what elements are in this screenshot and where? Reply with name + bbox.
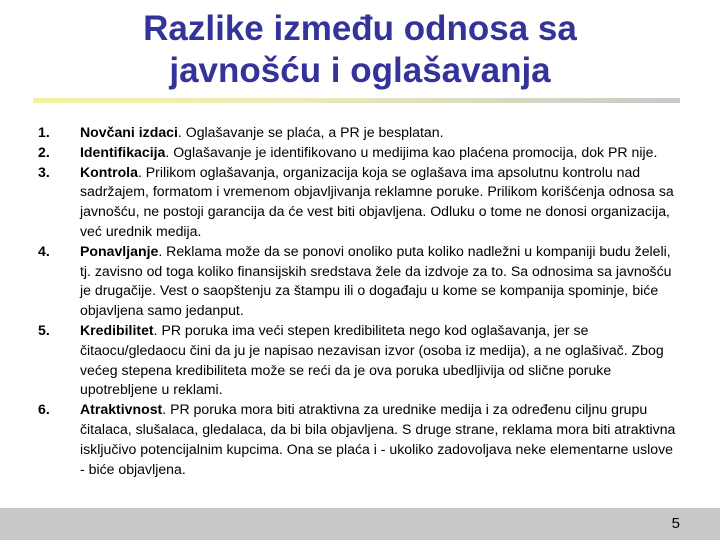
- slide-title-line-2: javnošću i oglašavanja: [169, 51, 551, 90]
- list-item-number: 6.: [38, 401, 50, 418]
- list-item-number: 2.: [38, 143, 50, 160]
- list-item-term: Identifikacija: [80, 143, 166, 160]
- list-item-term: Ponavljanje: [80, 242, 159, 259]
- footer-bar: [0, 508, 720, 540]
- list-item-text: . PR poruka mora biti atraktivna za urednike medija i za određenu ciljnu grupu čitalaca, slušalaca, gledalaca, da bi bila objavljena. S druge strane, reklama mora biti atraktivna isključivo potencijalnim kupcima. Ona se plaća i - ukoliko zadovoljava neke elementarne uslove - biće objavljena.: [80, 401, 676, 477]
- list-item-text: . Reklama može da se ponovi onoliko puta koliko nadležni u kompaniji budu želeli, tj. zavisno od toga koliko finansijskih sredstava žele da izdvoje za to. Sa odnosima sa javnošću je drugačije. Vest o saopštenju za štampu ili o događaju u kome se kompanija spominje, biće objavljena samo jedanput.: [80, 242, 672, 319]
- list-item: [38, 143, 678, 163]
- differences-list: [38, 123, 678, 479]
- list-item-text: . Oglašavanje se plaća, a PR je besplatan.: [177, 124, 444, 140]
- list-item-term: Kredibilitet: [80, 321, 154, 338]
- list-item-number: 5.: [38, 321, 50, 338]
- list-item-term: Kontrola: [80, 163, 138, 180]
- list-item: [38, 123, 678, 143]
- list-item-number: 1.: [38, 124, 50, 140]
- list-item: [38, 242, 678, 321]
- list-item-text: . PR poruka ima veći stepen kredibiliteta nego kod oglašavanja, jer se čitaocu/gledaocu čini da ju je napisao nezavisan izvor (osoba iz medija), a ne oglašivač. Zbog većeg stepena kredibiliteta može se reći da je ova poruka ubedljivija od slične poruke upotrebljene u reklami.: [80, 321, 664, 398]
- list-item-text: . Prilikom oglašavanja, organizacija koja se oglašava ima apsolutnu kontrolu nad sadržajem, formatom i vremenom objavljivanja reklamne poruke. Prilikom korišćenja odnosa sa javnošću, ne postoji garancija da će vest biti objavljena. Odluku o tome ne donosi organizacija, već urednik medija.: [80, 163, 674, 239]
- list-item-number: 4.: [38, 242, 50, 259]
- list-item: [38, 163, 678, 242]
- slide-title: [60, 8, 660, 92]
- list-item: [38, 321, 678, 400]
- title-underline-divider: [33, 98, 680, 103]
- list-item: [38, 400, 678, 479]
- list-item-term: Novčani izdaci: [80, 124, 178, 140]
- list-item-text: . Oglašavanje je identifikovano u medijima kao plaćena promocija, dok PR nije.: [165, 143, 658, 160]
- list-item-term: Atraktivnost: [80, 401, 163, 418]
- page-number: 5: [671, 515, 680, 532]
- slide-title-line-1: Razlike između odnosa sa: [143, 9, 577, 48]
- list-item-number: 3.: [38, 163, 50, 180]
